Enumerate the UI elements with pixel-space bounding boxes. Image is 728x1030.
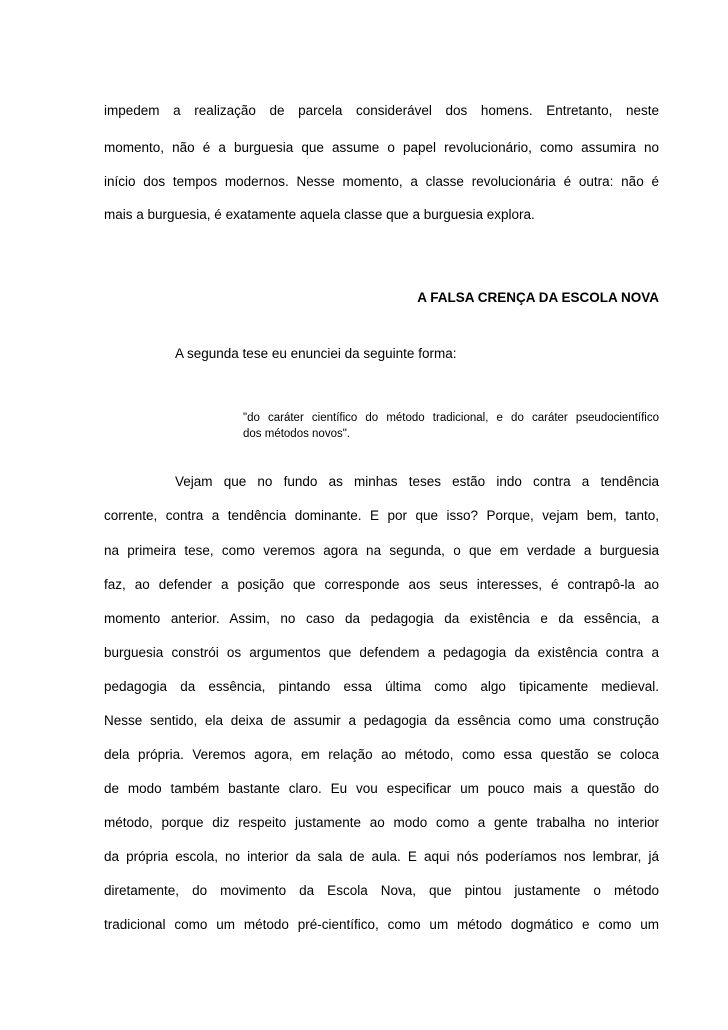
paragraph-1-line: início dos tempos modernos. Nesse momento, a classe revolucionária é outra: não é xyxy=(104,174,659,189)
paragraph-3-line: método, porque diz respeito justamente ao modo como a gente trabalha no interior xyxy=(104,815,659,830)
paragraph-3-line: diretamente, do movimento da Escola Nova, que pintou justamente o método xyxy=(104,883,659,898)
paragraph-3-line: momento anterior. Assim, no caso da pedagogia da existência e da essência, a xyxy=(104,611,659,626)
paragraph-3-line: da própria escola, no interior da sala de aula. E aqui nós poderíamos nos lembrar, já xyxy=(104,849,659,864)
paragraph-3-line: Nesse sentido, ela deixa de assumir a pedagogia da essência como uma construção xyxy=(104,713,659,728)
quote-line: "do caráter científico do método tradicional, e do caráter pseudocientífico xyxy=(243,412,659,424)
paragraph-3-line: corrente, contra a tendência dominante. E por que isso? Porque, vejam bem, tanto, xyxy=(104,508,659,523)
paragraph-3-line: de modo também bastante claro. Eu vou especificar um pouco mais a questão do xyxy=(104,781,659,796)
paragraph-3-line: tradicional como um método pré-científico, como um método dogmático e como um xyxy=(104,917,659,932)
paragraph-1-line: momento, não é a burguesia que assume o papel revolucionário, como assumira no xyxy=(104,140,659,155)
paragraph-2-line: A segunda tese eu enunciei da seguinte forma: xyxy=(175,346,457,361)
paragraph-3-line: faz, ao defender a posição que corresponde aos seus interesses, é contrapô-la ao xyxy=(104,577,659,592)
paragraph-3-line: Vejam que no fundo as minhas teses estão indo contra a tendência xyxy=(175,474,659,489)
paragraph-1-line: impedem a realização de parcela considerável dos homens. Entretanto, neste xyxy=(104,103,659,118)
paragraph-3-line: burguesia constrói os argumentos que defendem a pedagogia da existência contra a xyxy=(104,645,659,660)
paragraph-1-line: mais a burguesia, é exatamente aquela classe que a burguesia explora. xyxy=(104,207,535,222)
paragraph-3-line: dela própria. Veremos agora, em relação ao método, como essa questão se coloca xyxy=(104,747,659,762)
paragraph-3-line: na primeira tese, como veremos agora na segunda, o que em verdade a burguesia xyxy=(104,543,659,558)
quote-line: dos métodos novos". xyxy=(243,428,351,440)
paragraph-3-line: pedagogia da essência, pintando essa última como algo tipicamente medieval. xyxy=(104,679,659,694)
section-heading: A FALSA CRENÇA DA ESCOLA NOVA xyxy=(417,290,659,305)
